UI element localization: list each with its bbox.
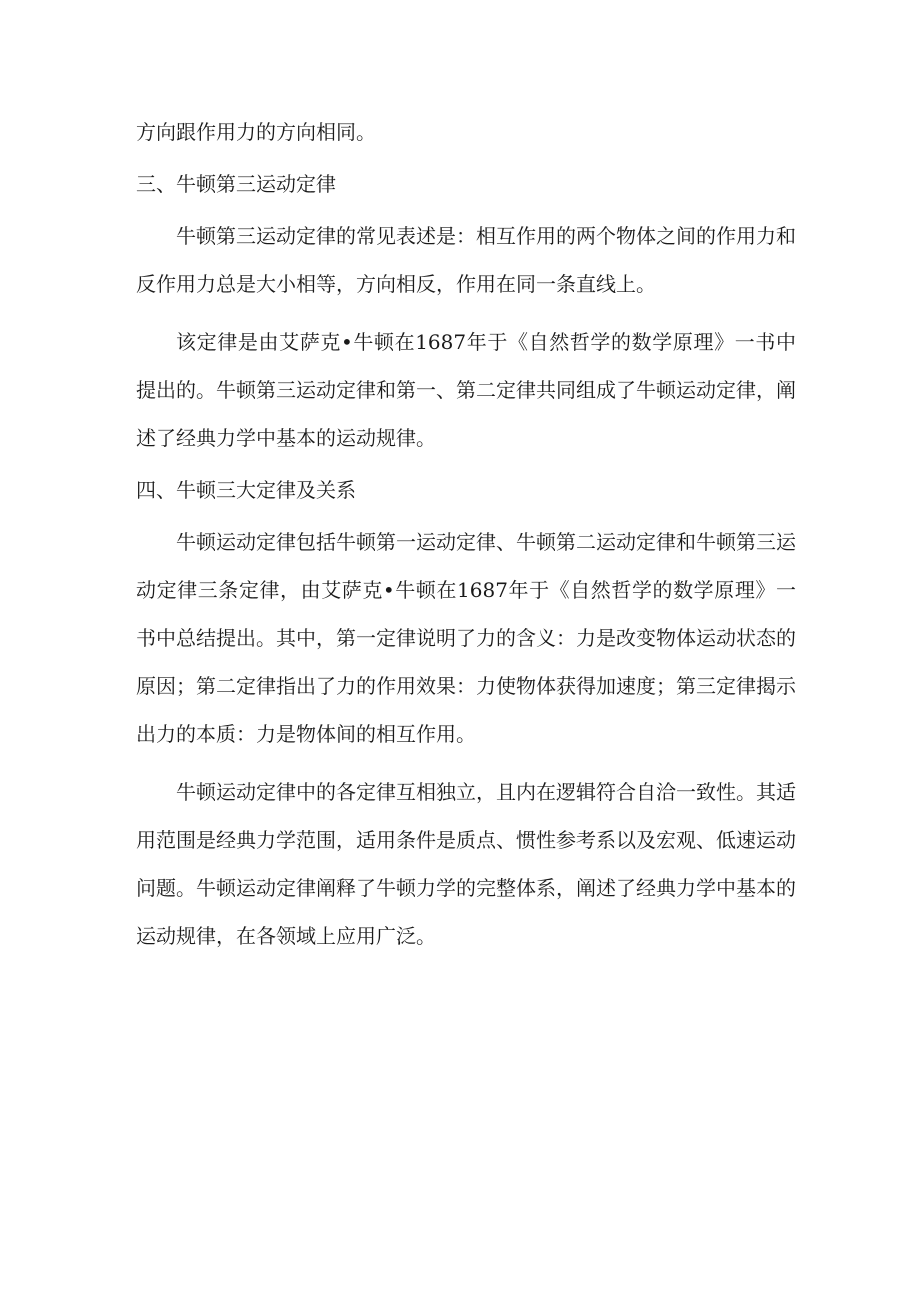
section-4-paragraph-1: 牛顿运动定律包括牛顿第一运动定律、牛顿第二运动定律和牛顿第三运动定律三条定律，由艾萨克•牛顿在1687年于《自然哲学的数学原理》一书中总结提出。其中，第一定律说明了力的含义：力是改变物体运动状态的原因；第二定律指出了力的作用效果：力使物体获得加速度；第三定律揭示出力的本质：力是物体间的相互作用。	[136, 530, 796, 746]
section-3-heading: 三、牛顿第三运动定律	[136, 172, 336, 196]
document-page	[136, 108, 796, 960]
continuation-paragraph: 方向跟作用力的方向相同。	[136, 120, 376, 144]
section-3-paragraph-2: 该定律是由艾萨克•牛顿在1687年于《自然哲学的数学原理》一书中提出的。牛顿第三运动定律和第一、第二定律共同组成了牛顿运动定律，阐述了经典力学中基本的运动规律。	[136, 330, 796, 450]
section-4-paragraph-2: 牛顿运动定律中的各定律互相独立，且内在逻辑符合自洽一致性。其适用范围是经典力学范围，适用条件是质点、惯性参考系以及宏观、低速运动问题。牛顿运动定律阐释了牛顿力学的完整体系，阐述了经典力学中基本的运动规律，在各领域上应用广泛。	[136, 780, 796, 948]
section-3-paragraph-1: 牛顿第三运动定律的常见表述是：相互作用的两个物体之间的作用力和反作用力总是大小相等，方向相反，作用在同一条直线上。	[136, 224, 796, 296]
section-4-heading: 四、牛顿三大定律及关系	[136, 478, 356, 502]
